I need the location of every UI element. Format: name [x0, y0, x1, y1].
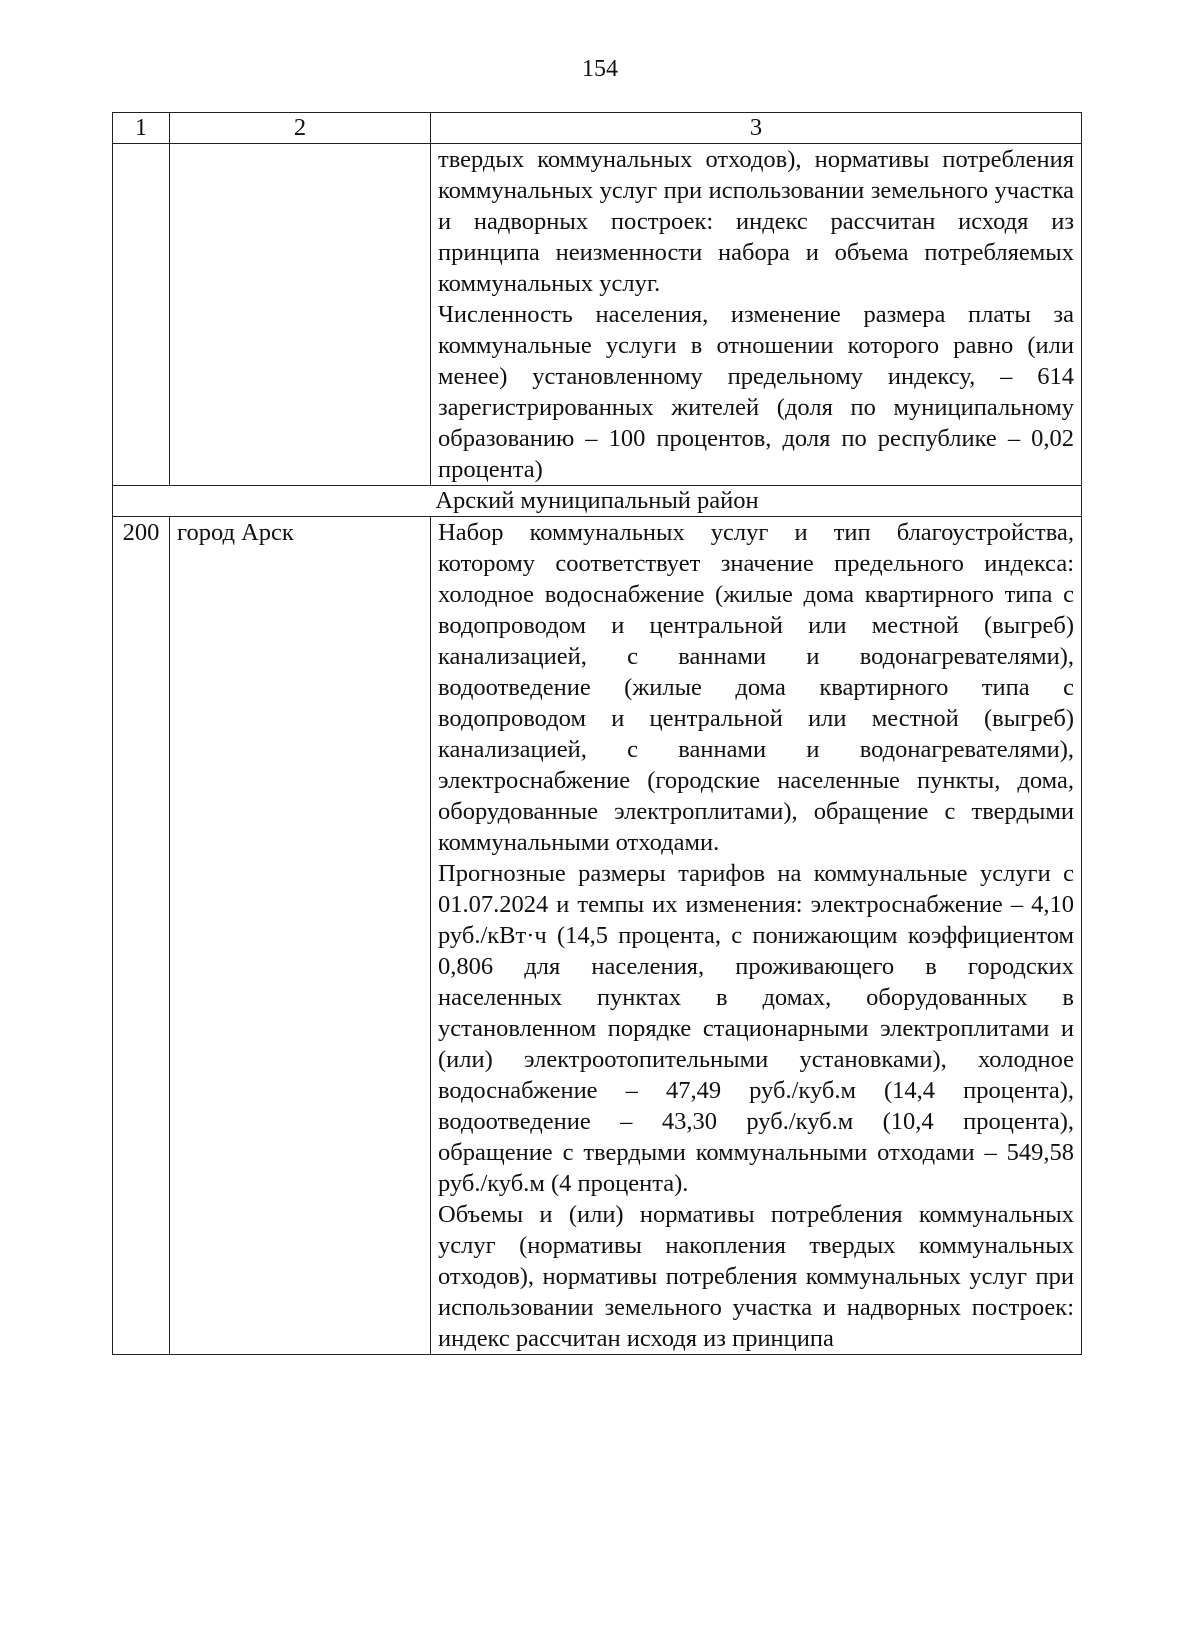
- description-paragraph: Численность населения, изменение размера платы за коммунальные услуги в отношении которого равно (или менее) установленному предельному индексу, – 614 зарегистрированных жителей (доля по муниципальному образованию – 100 процентов, доля по республике – 0,02 процента): [438, 301, 1074, 483]
- column-header-1: 1: [113, 113, 170, 144]
- document-table: [112, 112, 1082, 1355]
- section-row: [113, 486, 1082, 517]
- description-cell: [431, 517, 1082, 1355]
- settlement-name-cell: город Арск: [170, 517, 431, 1355]
- table-header-row: [113, 113, 1082, 144]
- column-header-2: 2: [170, 113, 431, 144]
- column-header-3: 3: [431, 113, 1082, 144]
- section-title: Арский муниципальный район: [113, 486, 1082, 517]
- table-row: [113, 517, 1082, 1355]
- page-number: 154: [582, 56, 618, 82]
- description-paragraph: Набор коммунальных услуг и тип благоустройства, которому соответствует значение предельного индекса: холодное водоснабжение (жилые дома квартирного типа с водопроводом и центральной или местной (выгреб) канализацией, с ваннами и водонагревателями), водоотведение (жилые дома квартирного типа с водопроводом и центральной или местной (выгреб) канализацией, с ваннами и водонагревателями), электроснабжение (городские населенные пункты, дома, оборудованные электроплитами), обращение с твердыми коммунальными отходами.: [438, 519, 1074, 856]
- description-cell: [431, 144, 1082, 486]
- row-number-cell: 200: [113, 517, 170, 1355]
- table-row: [113, 144, 1082, 486]
- description-paragraph: Прогнозные размеры тарифов на коммунальные услуги с 01.07.2024 и темпы их изменения: электроснабжение – 4,10 руб./кВт·ч (14,5 процента, с понижающим коэффициентом 0,806 для населения, проживающего в городских населенных пунктах в домах, оборудованных в установленном порядке стационарными электроплитами и (или) электроотопительными установками), холодное водоснабжение – 47,49 руб./куб.м (14,4 процента), водоотведение – 43,30 руб./куб.м (10,4 процента), обращение с твердыми коммунальными отходами – 549,58 руб./куб.м (4 процента).: [438, 860, 1074, 1197]
- description-paragraph: твердых коммунальных отходов), нормативы потребления коммунальных услуг при использовании земельного участка и надворных построек: индекс рассчитан исходя из принципа неизменности набора и объема потребляемых коммунальных услуг.: [438, 146, 1074, 297]
- row-number-cell: [113, 144, 170, 486]
- description-paragraph: Объемы и (или) нормативы потребления коммунальных услуг (нормативы накопления твердых коммунальных отходов), нормативы потребления коммунальных услуг при использовании земельного участка и надворных построек: индекс рассчитан исходя из принципа: [438, 1201, 1074, 1352]
- settlement-name-cell: [170, 144, 431, 486]
